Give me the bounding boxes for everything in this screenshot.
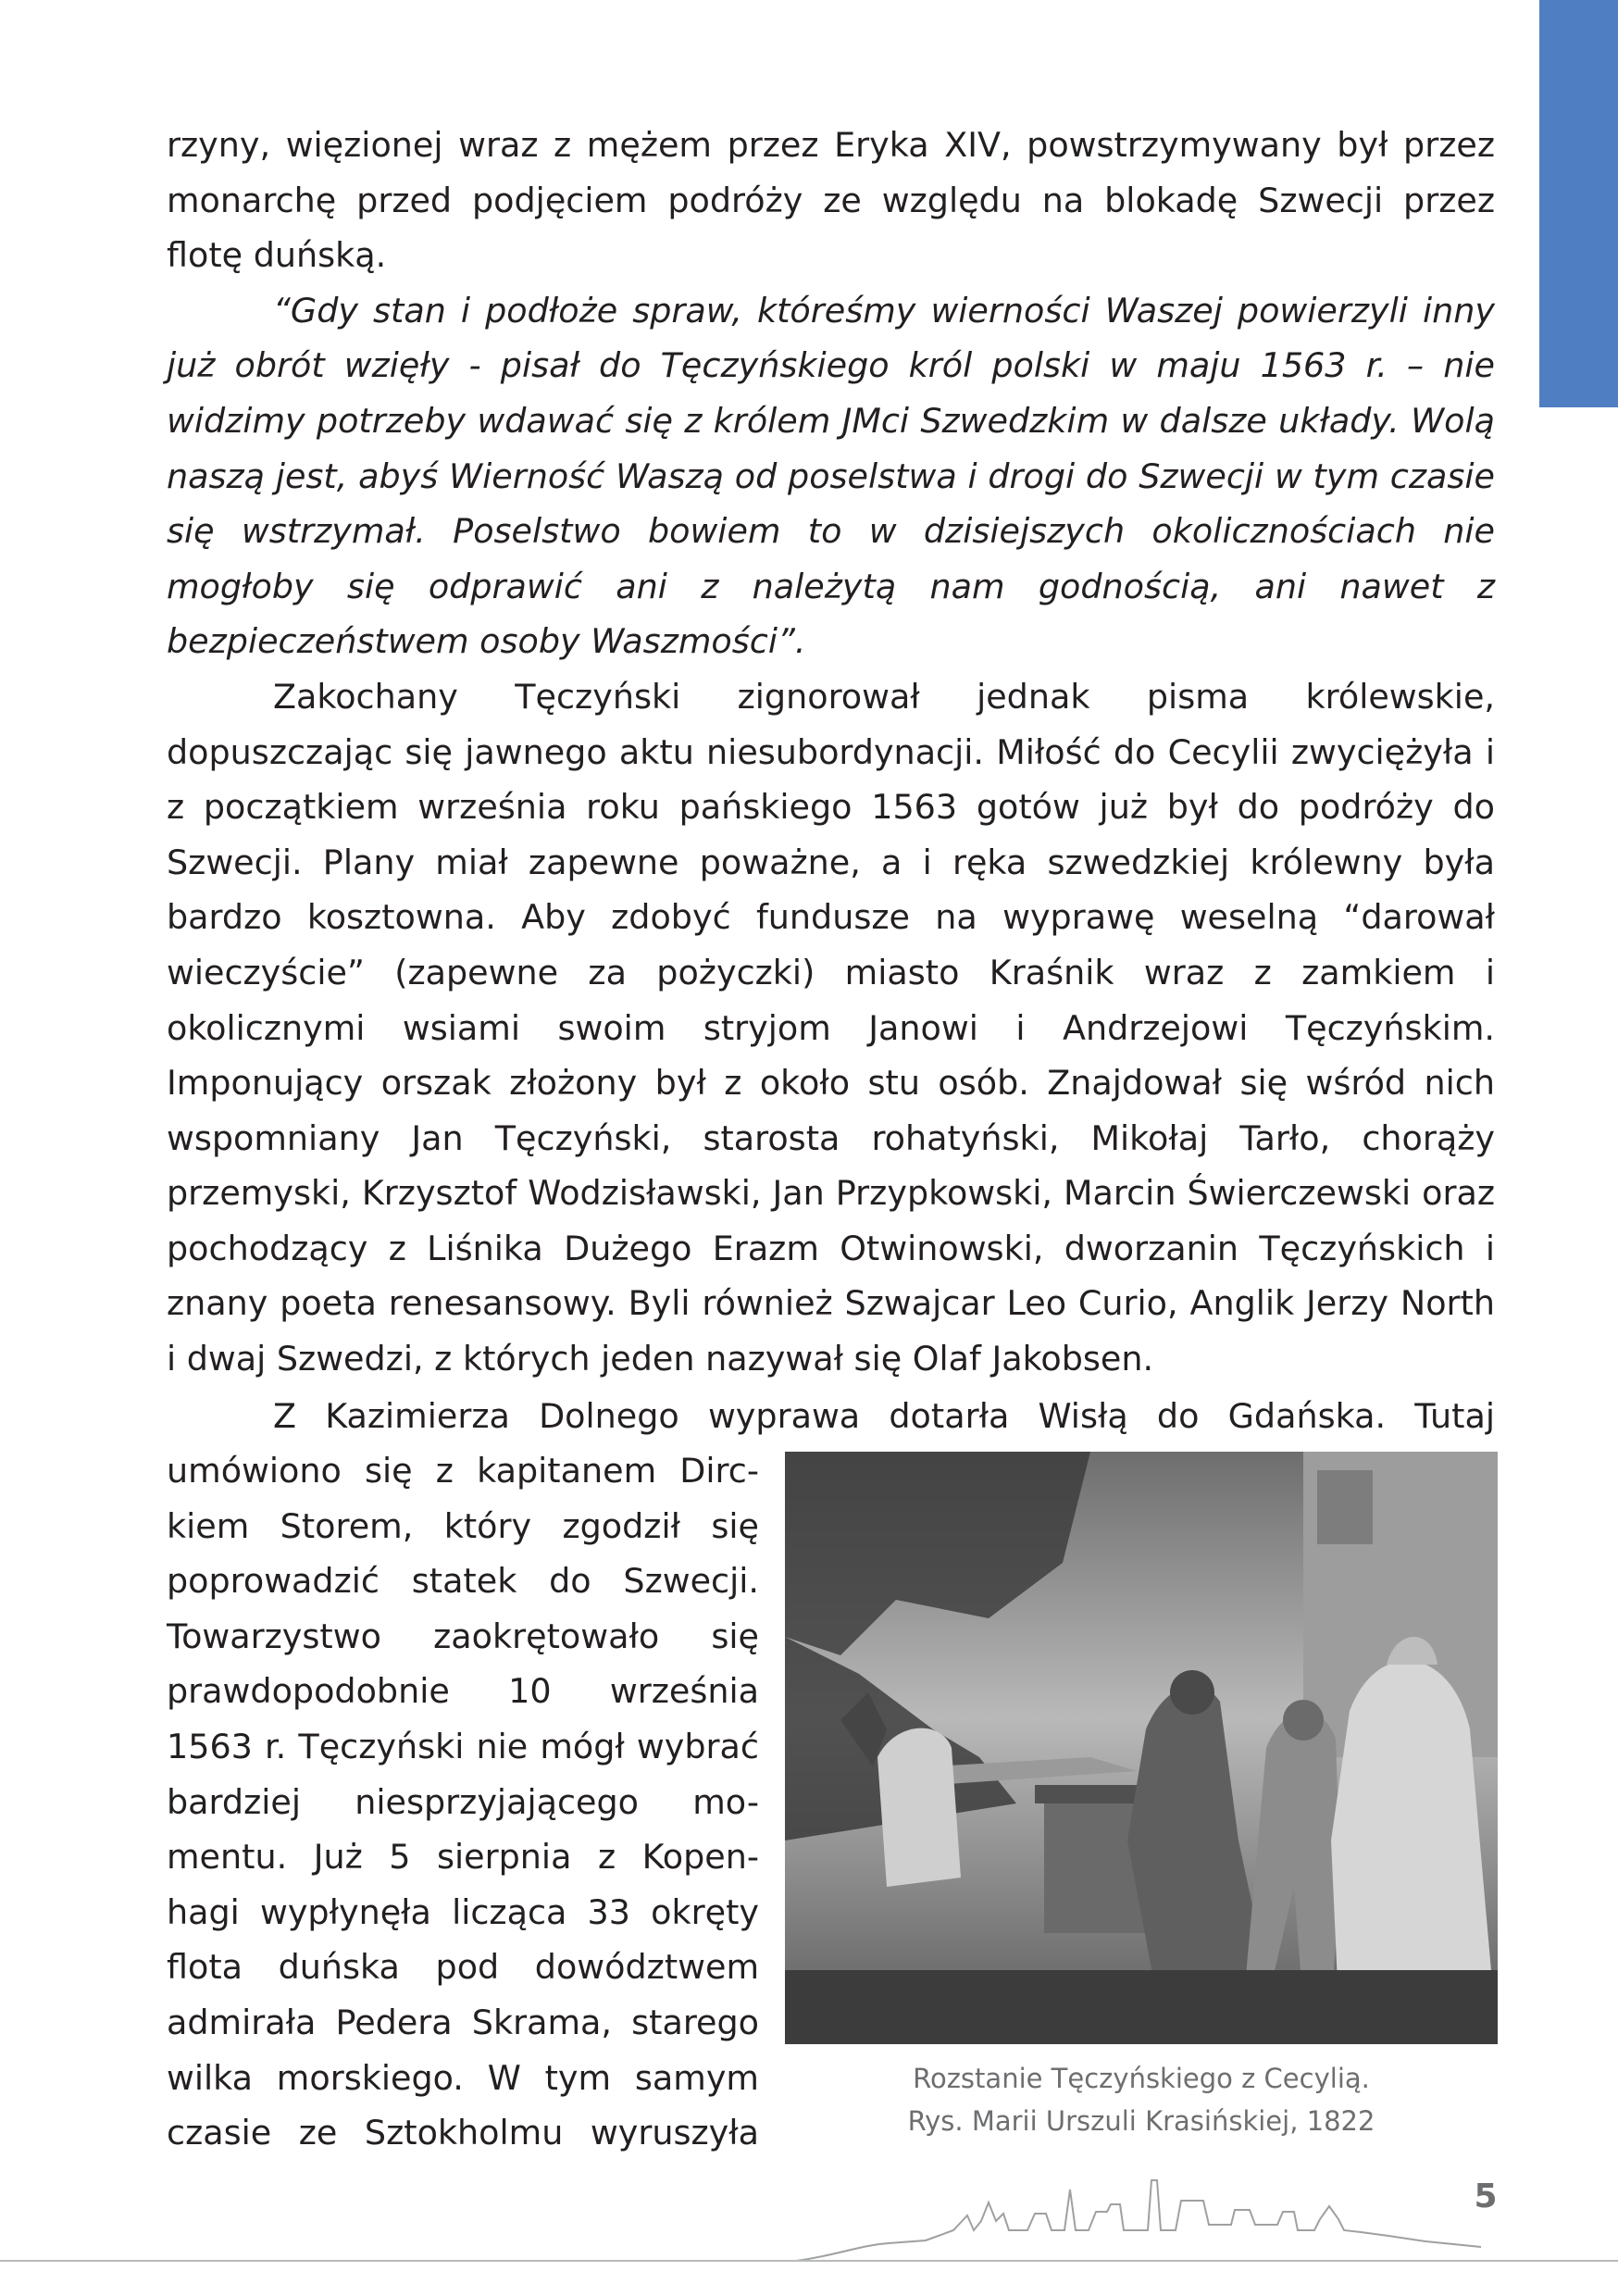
caption-title: Rozstanie Tęczyńskiego z Cecylią. (913, 2063, 1370, 2094)
page-number: 5 (1474, 2177, 1498, 2215)
paragraph-gdansk-first-line: Z Kazimierza Dolnego wyprawa dotarła Wisłą do Gdańska. Tutaj (273, 1396, 1495, 1436)
text-line: admirała Pedera Skrama, starego (167, 2002, 759, 2042)
text-line: flota duńska pod dowództwem (167, 1947, 759, 1988)
text-line: wilka morskiego. W tym samym (167, 2057, 759, 2098)
text-line: kiem Storem, który zgodził się (167, 1505, 759, 1546)
text-line: 1563 r. Tęczyński nie mógł wybrać (167, 1726, 759, 1766)
text-line: mentu. Już 5 sierpnia z Kopen- (167, 1837, 759, 1878)
paragraph-expedition: Zakochany Tęczyński zignorował jednak pisma królewskie, dopuszczając się jawnego aktu niesubordynacji. Miłość do Cecylii zwyciężyła i z początkiem września roku pańskiego 1563 gotów już był do podróży do Szwecji. Plany miał zapewne poważne, a i ręka szwedzkiej królewny była bardzo kosztowna. Aby zdobyć fundusze na wyprawę weselną “darował wieczyście” (zapewne za pożyczki) miasto Kraśnik wraz z zamkiem i okolicznymi wsiami swoim stryjom Janowi i Andrzejowi Tęczyńskim. Imponujący orszak złożony był z około stu osób. Znajdował się wśród nich wspomniany Jan Tęczyński, starosta rohatyński, Mikołaj Tarło, chorąży przemyski, Krzysztof Wodzisławski, Jan Przypkowski, Marcin Świerczewski oraz pochodzący z Liśnika Dużego Erazm Otwinowski, dworzanin Tęczyńskich i znany poeta renesansowy. Byli również Szwajcar Leo Curio, Anglik Jerzy North i dwaj Szwedzi, z których jeden nazywał się Olaf Jakobsen. (167, 676, 1495, 1379)
city-skyline-decoration (0, 2152, 1618, 2264)
text-line: hagi wypłynęła licząca 33 okręty (167, 1891, 759, 1932)
paragraph-continuation: rzyny, więzionej wraz z mężem przez Eryka XIV, powstrzymywany był przez monarchę przed podjęciem podróży ze względu na blokadę Szwecji przez flotę duńską. (167, 125, 1495, 276)
blue-edge-tab (1539, 0, 1618, 407)
text-line: umówiono się z kapitanem Dirc- (167, 1451, 759, 1491)
caption-credit: Rys. Marii Urszuli Krasińskiej, 1822 (907, 2105, 1375, 2137)
figure-caption (785, 2057, 1498, 2142)
wrapped-text-column (167, 1443, 759, 2161)
body-text-bottom (167, 1389, 1495, 1444)
text-line: Towarzystwo zaokrętowało się (167, 1616, 759, 1656)
text-line: bardziej niesprzyjającego mo- (167, 1781, 759, 1822)
royal-letter-quote: “Gdy stan i podłoże spraw, któreśmy wierności Waszej powierzyli inny już obrót wzięły - pisał do Tęczyńskiego król polski w maju 1563 r. – nie widzimy potrzeby wdawać się z królem JMci Szwedzkim w dalsze układy. Wolą naszą jest, abyś Wierność Waszą od poselstwa i drogi do Szwecji w tym czasie się wstrzymał. Poselstwo bowiem to w dzisiejszych okolicznościach nie mogłoby się odprawić ani z należytą nam godnością, ani nawet z bezpieczeństwem osoby Waszmości”. (167, 290, 1495, 662)
text-line: poprowadzić statek do Szwecji. (167, 1561, 759, 1602)
body-text-top (167, 118, 1495, 1387)
text-line: prawdopodobnie 10 września (167, 1671, 759, 1712)
text-line: czasie ze Sztokholmu wyruszyła (167, 2113, 759, 2153)
engraving-image (785, 1452, 1498, 2044)
historical-illustration (785, 1452, 1498, 2044)
